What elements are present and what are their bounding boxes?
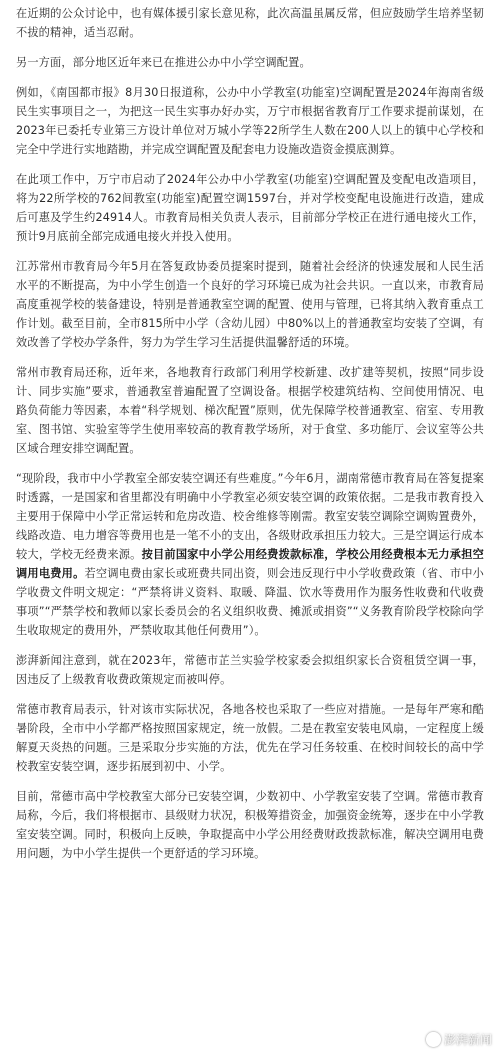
paragraph-7-part-b: 若空调电费由家长或班费共同出资，则会违反现行中小学收费政策（省、市中小学收费文件明文规定：“严禁将讲义资料、取暖、降温、饮水等费用作为服务性收费和代收费事项”“严禁学校和教师以家长委员会的名义组织收费、摊派或捐资”“义务教育阶段学校除向学生收取规定的费用外，严禁收取其他任何费用”）。: [16, 567, 484, 637]
watermark-logo-icon: [426, 1032, 441, 1047]
paragraph-10: 目前，常德市高中学校教室大部分已安装空调，少数初中、小学教室安装了空调。常德市教育局称，今后，我们将根据市、县级财力状况，积极筹措资金，加强资金统筹，逐步在中小学教室安装空调。同时，积极向上反映，争取提高中小学公用经费财政拨款标准，解决空调用电费用问题，为中小学生提供一个更舒适的学习环境。: [16, 790, 484, 860]
paragraph-6: 常州市教育局还称，近年来，各地教育行政部门利用学校新建、改扩建等契机，按照“同步设计、同步实施”要求，普通教室普遍配置了空调设备。根据学校建筑结构、空间使用情况、电路负荷能力等因素，本着“科学规划、梯次配置”原则，优先保障学校普通教室、宿室、专用教室、图书馆、实验室等学生使用率较高的教育教学场所，对于食堂、多功能厅、会议室等公共区域合理安排空调配置。: [16, 366, 484, 455]
watermark-text: 澎湃新闻: [443, 1033, 492, 1047]
paragraph-9: 常德市教育局表示，针对该市实际状况，各地各校也采取了一些应对措施。一是每年严寒和酷暑阶段，全市中小学都严格按照国家规定，统一放假。二是在教室安装电风扇，一定程度上缓解夏天炎热的问题。三是采取分步实施的方法，优先在学习任务较重、在校时间较长的高中学校教室安装空调，逐步拓展到初中、小学。: [16, 703, 484, 773]
paragraph-2: 另一方面，部分地区近年来已在推进公办中小学空调配置。: [16, 56, 311, 69]
paragraph-5: 江苏常州市教育局今年5月在答复政协委员提案时提到，随着社会经济的快速发展和人民生活水平的不断提高，为中小学生创造一个良好的学习环境已成为社会共识。一直以来，市教育局高度重视学校的装备建设，特别是普通教室空调的配置、使用与管理，已将其纳入教育重点工作计划。截至目前，全市815所中小学（含幼儿园）中80%以上的普通教室均安装了空调，有效改善了学校办学条件，努力为学生学习生活提供温馨舒适的环境。: [16, 260, 484, 349]
paragraph-8: 澎湃新闻注意到，就在2023年，常德市芷兰实验学校家委会拟组织家长合资租赁空调一事，因违反了上级教育收费政策规定而被叫停。: [16, 654, 484, 686]
paragraph-3: 例如，《南国都市报》8月30日报道称，公办中小学教室(功能室)空调配置是2024年海南省级民生实事项目之一，为把这一民生实事办好办实，万宁市根据省教育厅工作要求提前谋划，在2023年已委托专业第三方设计单位对万城小学等22所学生人数在200人以上的镇中心学校和完全中学进行实地踏勘，并完成空调配置及配套电力设施改造资金摸底测算。: [16, 86, 484, 156]
watermark: [426, 1031, 492, 1048]
paragraph-1: 在近期的公众讨论中，也有媒体援引家长意见称，此次高温虽属反常，但应鼓励学生培养坚韧不拔的精神，适当忍耐。: [16, 7, 484, 39]
paragraph-4: 在此项工作中，万宁市启动了2024年公办中小学教室(功能室)空调配置及变配电改造项目，将为22所学校的762间教室(功能室)配置空调1597台，并对学校变配电设施进行改造，建成后可惠及学生约24914人。市教育局相关负责人表示，目前部分学校正在进行通电接火工作，预计9月底前全部完成通电接火并投入使用。: [16, 173, 484, 243]
paragraph-7-part-a: “现阶段，我市中小学教室全部安装空调还有些难度。”今年6月，湖南常德市教育局在答复提案时透露，一是国家和省里都没有明确中小学教室必须安装空调的政策依据。二是我市教育投入主要用于保障中小学正常运转和危房改造、校舍维修等刚需。教室安装空调除空调购置费外，线路改造、电力增容等费用也是一笔不小的支出，各级财政承担压力较大。三是空调运行成本较大，学校无经费来源。: [16, 472, 484, 561]
paragraph-7: [16, 469, 484, 640]
paragraph-7-bold: 按目前国家中小学公用经费拨款标准，学校公用经费根本无力承担空调用电费用。: [16, 548, 484, 580]
